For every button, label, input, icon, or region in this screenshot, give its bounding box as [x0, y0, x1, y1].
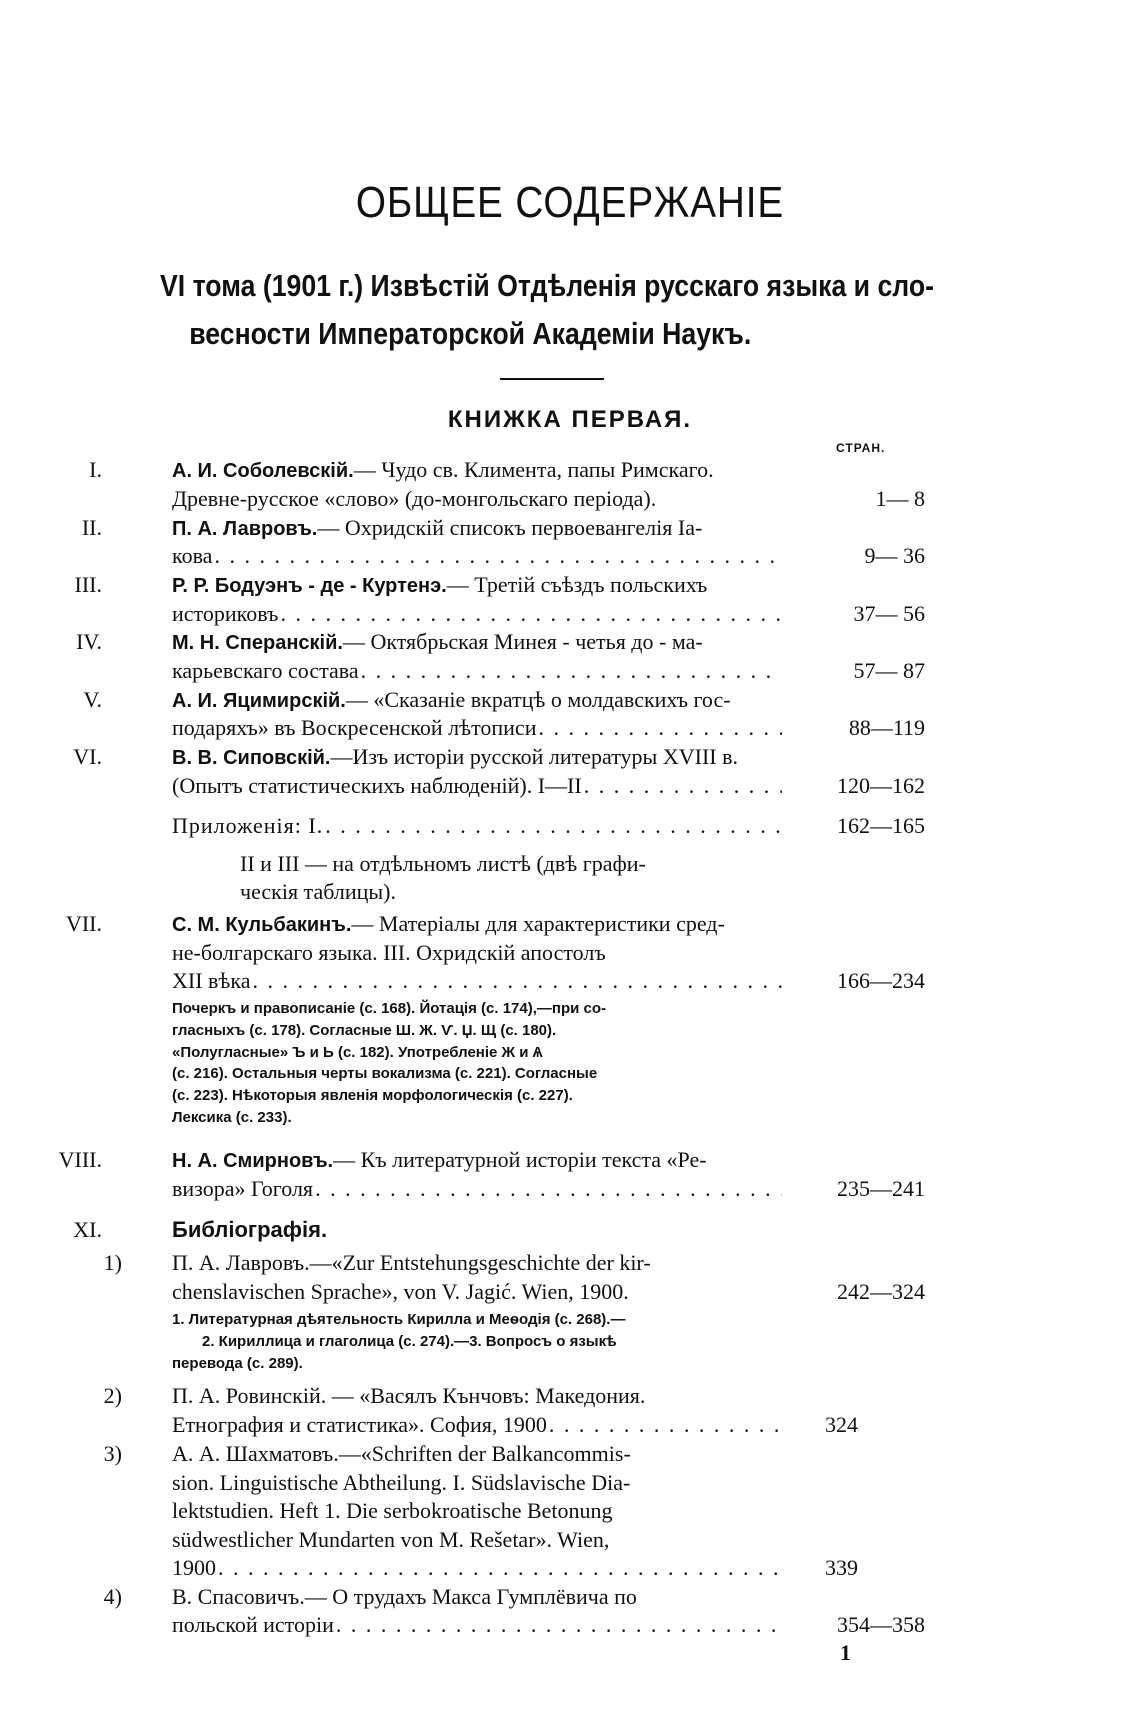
entry-pages: 88—119: [848, 715, 925, 740]
entry-title-cont: историковъ: [172, 601, 279, 626]
bib-item-line: А. А. Шахматовъ.—«Schriften der Balkancommis-: [172, 1441, 631, 1466]
entry-line-2: не-болгарскаго языка. III. Охридскій апостолъ: [172, 940, 606, 965]
entry-line: [172, 743, 782, 773]
entry-pages: 235—241: [837, 1176, 925, 1201]
bib-item-line: sion. Linguistische Abtheilung. I. Südslavische Dia-: [172, 1470, 631, 1495]
entry-line-2: Древне-русское «слово» (до-монгольскаго періода).: [172, 486, 657, 511]
entry-line-2: [172, 600, 782, 629]
entry-pages: 1— 8: [875, 486, 925, 511]
bib-item-note: [172, 1309, 792, 1374]
entry-title: — Матеріалы для характеристики сред-: [351, 911, 725, 936]
bib-item-line: südwestlicher Mundarten von M. Rešetar». Wien,: [172, 1527, 610, 1552]
bib-item-text: 1900: [172, 1555, 216, 1580]
bib-item-number: 2): [103, 1383, 122, 1408]
entry-author: П. А. Лавровъ.: [172, 518, 318, 540]
bib-item-number: 1): [103, 1250, 122, 1275]
leader-dots: [538, 714, 782, 743]
entry-title-cont: подаряхъ» въ Воскресенской лѣтописи: [172, 715, 537, 740]
note-line: 1. Литературная дѣятельность Кирилла и Меѳодія (с. 268).—: [172, 1311, 626, 1328]
appendix-line-1: [172, 812, 782, 841]
entry-line-2: [172, 657, 782, 686]
subtitle-line-1: VI тома (1901 г.) Извѣстій Отдѣленія русскаго языка и сло-: [160, 268, 935, 303]
bib-item-line: В. Спасовичъ.— О трудахъ Макса Гумплёвича по: [172, 1584, 637, 1609]
note-line: (с. 223). Нѣкоторыя явленія морфологическія (с. 227).: [172, 1087, 573, 1105]
entry-title: — «Сказаніе вкратцѣ о молдавскихъ гос-: [345, 687, 731, 712]
note-line: Почеркъ и правописаніе (с. 168). Йотація (с. 174),—при со-: [172, 1000, 606, 1017]
book-heading: КНИЖКА ПЕРВАЯ.: [447, 406, 693, 433]
bibliography-roman: XI.: [73, 1217, 102, 1242]
bib-item-line: [172, 1411, 782, 1440]
leader-dots: [549, 1411, 782, 1440]
note-line: Лексика (с. 233).: [172, 1108, 292, 1126]
entry-author: А. И. Соболевскій.: [172, 460, 354, 482]
bib-item-number: 3): [103, 1441, 122, 1466]
entry-roman: VI.: [73, 744, 102, 769]
note-line: перевода (с. 289).: [172, 1354, 303, 1372]
entry-author: А. И. Яцимирскій.: [172, 690, 346, 712]
entry-line-2: [172, 1175, 782, 1204]
bib-item-line: [172, 1611, 782, 1640]
entry-line-2: [172, 542, 782, 571]
entry-title-cont: XII вѣка: [172, 968, 251, 993]
leader-dots: [253, 967, 783, 996]
leader-dots: [584, 772, 782, 801]
leader-dots: [280, 600, 782, 629]
entry-note: [172, 998, 792, 1129]
note-line: «Полугласные» Ъ и Ь (с. 182). Употребленіе Ж и Ѧ: [172, 1043, 543, 1061]
leader-dots: [325, 812, 782, 841]
page-subtitle: [160, 262, 949, 358]
leader-dots: [336, 1611, 782, 1640]
entry-title: —Изъ исторіи русской литературы XVIII в.: [330, 744, 738, 769]
entry-line-2: [172, 714, 782, 743]
leader-dots: [315, 1175, 782, 1204]
entry-author: Р. Р. Бодуэнъ - де - Куртенэ.: [172, 575, 447, 597]
entry-roman: VII.: [65, 911, 102, 936]
entry-line-2: [172, 772, 782, 801]
entry-roman: V.: [83, 687, 102, 712]
entry-title-cont: (Опытъ статистическихъ наблюденій). I—II: [172, 773, 582, 798]
entry-pages: 120—162: [837, 773, 925, 798]
entry-author: М. Н. Сперанскій.: [172, 632, 343, 654]
leader-dots: [218, 1554, 782, 1583]
appendix-label: Приложенія: I.: [172, 813, 324, 838]
note-line: 2. Кириллица и глаголица (с. 274).—3. Вопросъ о языкѣ: [202, 1332, 617, 1350]
bib-item-pages: 242—324: [837, 1279, 925, 1304]
page-title: ОБЩЕЕ СОДЕРЖАНІЕ: [355, 178, 785, 227]
bib-item-line: П. А. Ровинскій. — «Васялъ Кънчовъ: Македония.: [172, 1383, 646, 1408]
page-number: 1: [840, 1640, 851, 1665]
entry-author: С. М. Кульбакинъ.: [172, 914, 352, 936]
subtitle-line-2: весности Императорской Академіи Наукъ.: [189, 316, 752, 351]
appendix-line-3: ческія таблицы).: [240, 879, 396, 904]
entry-author: В. В. Сиповскій.: [172, 747, 331, 769]
bib-item-text: польской исторіи: [172, 1612, 334, 1637]
entry-line: [172, 628, 782, 658]
entry-title: — Третій съѣздъ польскихъ: [446, 572, 708, 597]
entry-roman: III.: [74, 572, 102, 597]
entry-line: [172, 910, 782, 940]
entry-line: [172, 456, 782, 486]
entry-roman: VIII.: [58, 1147, 102, 1172]
divider: [500, 378, 604, 380]
bib-item-text: Етнография и статистика». София, 1900: [172, 1412, 547, 1437]
bib-item-pages: 324: [825, 1412, 858, 1437]
bib-item-line: chenslavischen Sprache», von V. Jagić. Wien, 1900.: [172, 1279, 629, 1304]
entry-line-3: [172, 967, 782, 996]
bib-item-line: [172, 1554, 782, 1583]
entry-pages: 9— 36: [864, 543, 925, 568]
entry-line: [172, 571, 782, 601]
pages-column-header: СТРАН.: [836, 441, 886, 455]
bib-item-pages: 339: [825, 1555, 858, 1580]
entry-title: — Къ литературной исторіи текста «Ре-: [333, 1147, 707, 1172]
entry-pages: 166—234: [837, 968, 925, 993]
bib-item-pages: 354—358: [837, 1612, 925, 1637]
entry-roman: IV.: [76, 629, 102, 654]
bib-item-number: 4): [103, 1584, 122, 1609]
bibliography-label: Библіографія.: [172, 1217, 328, 1242]
leader-dots: [214, 542, 782, 571]
bib-item-line: П. А. Лавровъ.—«Zur Entstehungsgeschichte der kir-: [172, 1250, 651, 1275]
entry-roman: II.: [81, 515, 102, 540]
note-line: (с. 216). Остальныя черты вокализма (с. 221). Согласные: [172, 1065, 598, 1083]
appendix-line-2: II и III — на отдѣльномъ листѣ (двѣ графи-: [240, 851, 646, 876]
entry-title: — Охридскій списокъ первоевангелія Іа-: [317, 515, 703, 540]
entry-line: [172, 686, 782, 716]
entry-line: [172, 514, 782, 544]
entry-title: — Октябрьская Минея - четья до - ма-: [342, 629, 703, 654]
entry-title-cont: карьевскаго состава: [172, 658, 359, 683]
entry-roman: I.: [89, 457, 102, 482]
entry-author: Н. А. Смирновъ.: [172, 1150, 334, 1172]
bib-item-line: lektstudien. Heft 1. Die serbokroatische Betonung: [172, 1498, 613, 1523]
entry-title-cont: визора» Гоголя: [172, 1176, 314, 1201]
entry-pages: 57— 87: [853, 658, 925, 683]
appendix-pages: 162—165: [837, 813, 925, 838]
note-line: гласныхъ (с. 178). Согласные Ш. Ж. Ѵ. Џ. Щ (с. 180).: [172, 1021, 557, 1039]
entry-line: [172, 1146, 782, 1176]
entry-title: — Чудо св. Климента, папы Римскаго.: [353, 457, 714, 482]
entry-pages: 37— 56: [853, 601, 925, 626]
entry-title-cont: кова: [172, 543, 213, 568]
leader-dots: [361, 657, 782, 686]
